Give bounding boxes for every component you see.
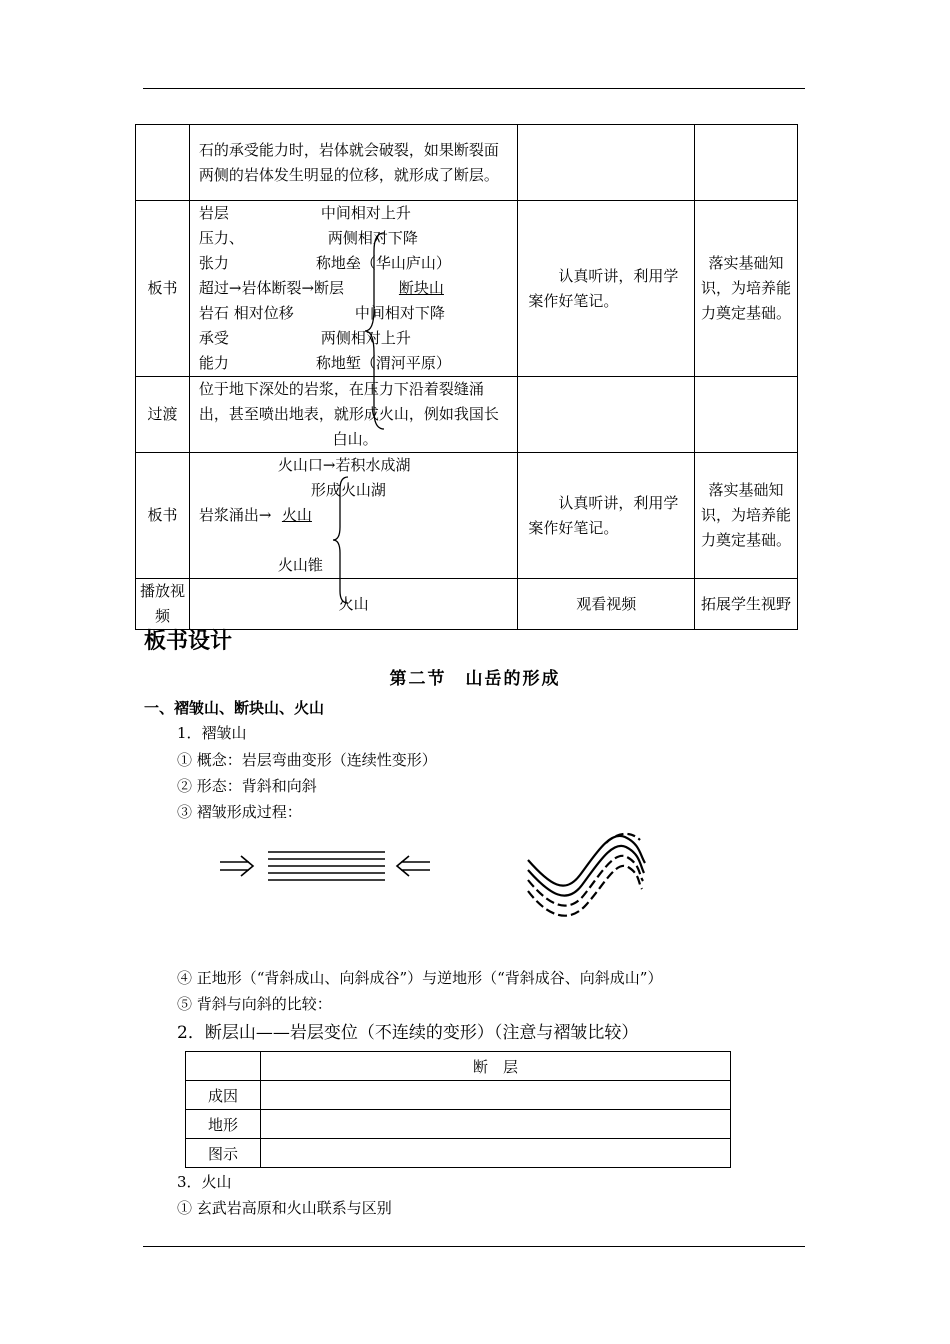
board-text: 超过→岩体断裂→断层	[198, 279, 345, 297]
table-row	[186, 1139, 731, 1168]
purpose-cell	[695, 125, 798, 201]
purpose-cell: 落实基础知识，为培养能力奠定基础。	[695, 453, 798, 579]
table-row	[136, 377, 798, 453]
table-row	[186, 1081, 731, 1110]
table-row	[136, 201, 798, 377]
outline-item: ③ 褶皱形成过程：	[177, 803, 302, 821]
board-text: 称地垒（华山庐山）	[315, 254, 451, 272]
section-heading: 板书设计	[144, 629, 233, 654]
row-header: 地形	[186, 1110, 261, 1139]
content-text: 位于地下深处的岩浆，在压力下沿着裂缝涌出，甚至喷出地表，就形成火山，例如我国长白山。	[198, 380, 499, 448]
row-label: 板书	[136, 453, 190, 579]
purpose-cell: 落实基础知识，为培养能力奠定基础。	[695, 201, 798, 377]
table-cell	[261, 1110, 731, 1139]
activity-cell	[518, 201, 695, 377]
row-label	[136, 125, 190, 201]
table-row	[186, 1110, 731, 1139]
outline-item: ④ 正地形（“背斜成山、向斜成谷”）与逆地形（“背斜成谷、向斜成山”）	[177, 969, 663, 987]
lesson-table	[135, 124, 798, 630]
table-corner	[186, 1052, 261, 1081]
board-text: 火山口→若积水成湖	[277, 456, 411, 474]
content-text: 石的承受能力时，岩体就会破裂，如果断裂面两侧的岩体发生明显的位移，就形成了断层。	[198, 140, 499, 184]
outline-item: 3．火山	[177, 1173, 232, 1191]
content-cell	[189, 377, 517, 453]
row-label: 播放视频	[136, 579, 190, 630]
content-cell: 火山	[189, 579, 517, 630]
board-text: 称地堑（渭河平原）	[315, 354, 451, 372]
left-arrow-icon	[397, 856, 430, 876]
board-text: 两侧相对上升	[320, 329, 411, 347]
activity-cell	[518, 125, 695, 201]
row-header: 成因	[186, 1081, 261, 1110]
activity-cell	[518, 453, 695, 579]
purpose-cell: 拓展学生视野	[695, 579, 798, 630]
board-text: 火山	[281, 506, 312, 524]
board-text: 中间相对下降	[354, 304, 445, 322]
board-text: 承受	[198, 329, 229, 347]
board-text: 形成火山湖	[310, 481, 386, 499]
footer-rule	[143, 1246, 805, 1247]
content-cell	[189, 201, 517, 377]
row-header: 图示	[186, 1139, 261, 1168]
outline-heading: 一、褶皱山、断块山、火山	[144, 699, 325, 717]
purpose-cell	[695, 377, 798, 453]
outline-item: 1．褶皱山	[177, 724, 247, 742]
content-cell	[189, 125, 517, 201]
content-cell	[189, 453, 517, 579]
outline-item: 2．断层山——岩层变位（不连续的变形）（注意与褶皱比较）	[177, 1023, 639, 1043]
horizontal-strata-diagram	[215, 843, 435, 889]
table-cell	[261, 1139, 731, 1168]
table-row	[136, 453, 798, 579]
activity-cell	[518, 377, 695, 453]
table-row	[136, 125, 798, 201]
board-text: 断块山	[398, 279, 444, 297]
folded-strata-diagram	[520, 825, 655, 930]
board-text: 中间相对上升	[320, 204, 411, 222]
header-rule	[143, 88, 805, 89]
board-text: 岩浆涌出→	[198, 506, 272, 524]
outline-item: ① 概念：岩层弯曲变形（连续性变形）	[177, 751, 437, 769]
table-row	[136, 579, 798, 630]
fault-table	[185, 1051, 731, 1168]
board-text: 能力	[198, 354, 229, 372]
table-cell	[261, 1081, 731, 1110]
board-text: 岩石 相对位移	[198, 304, 294, 322]
outline-item: ① 玄武岩高原和火山联系与区别	[177, 1199, 392, 1217]
row-label: 板书	[136, 201, 190, 377]
outline-item: ⑤ 背斜与向斜的比较：	[177, 995, 332, 1013]
board-text: 压力、	[198, 229, 244, 247]
board-text: 火山锥	[277, 556, 323, 574]
activity-cell: 观看视频	[518, 579, 695, 630]
table-header: 断 层	[261, 1052, 731, 1081]
board-text: 张力	[198, 254, 229, 272]
activity-text: 认真听讲，利用学案作好笔记。	[528, 266, 679, 310]
table-row	[186, 1052, 731, 1081]
outline-item: ② 形态：背斜和向斜	[177, 777, 317, 795]
board-text: 岩层	[198, 204, 229, 222]
board-text: 两侧相对下降	[327, 229, 418, 247]
activity-text: 认真听讲，利用学案作好笔记。	[528, 493, 679, 537]
right-arrow-icon	[220, 856, 253, 876]
row-label: 过渡	[136, 377, 190, 453]
brace-icon	[330, 475, 354, 605]
section-title: 第二节 山岳的形成	[389, 669, 561, 689]
